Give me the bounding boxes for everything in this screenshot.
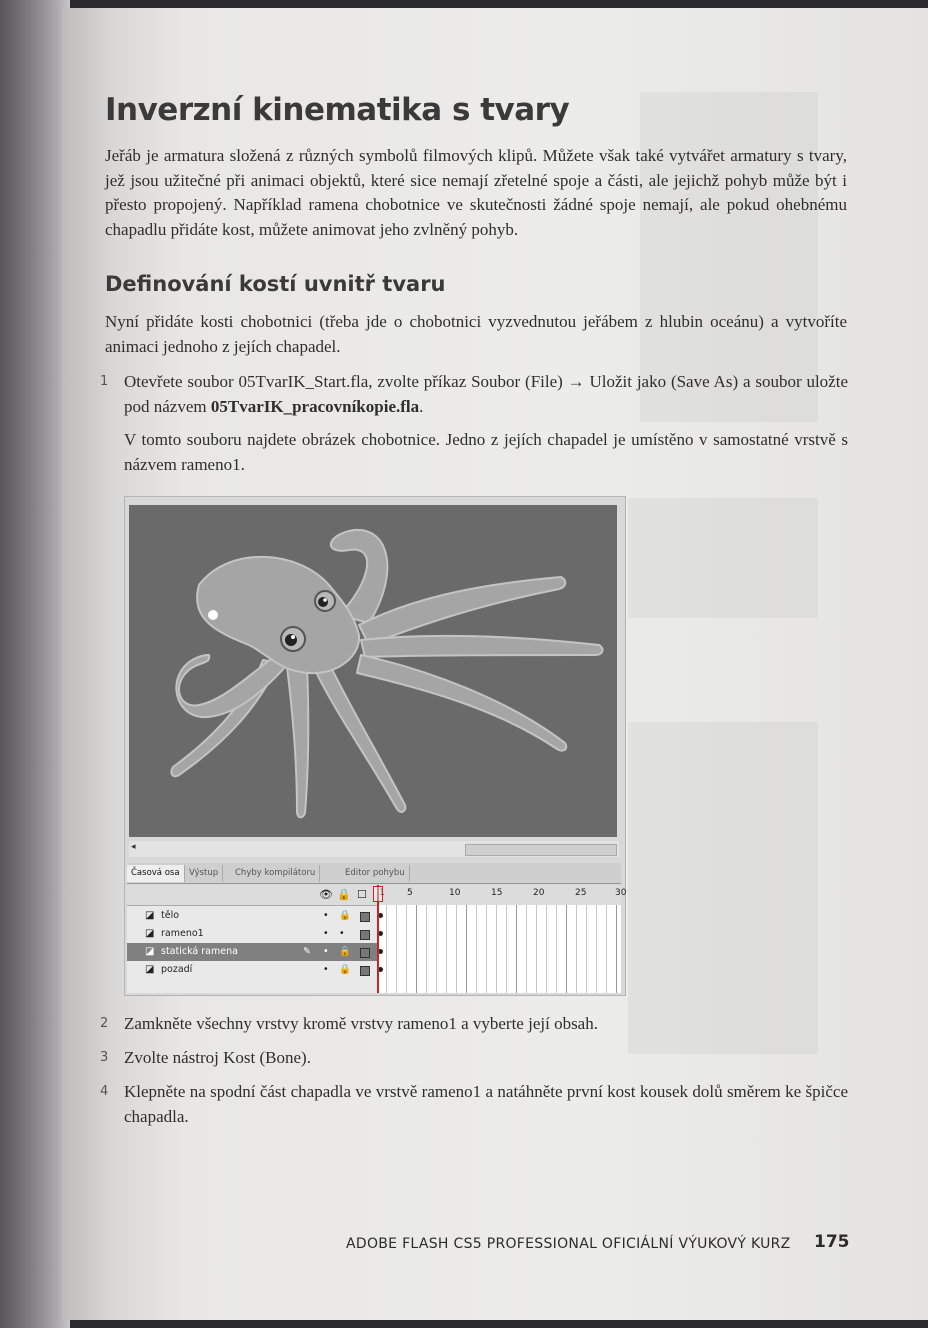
- lock-icon[interactable]: 🔒: [339, 910, 351, 921]
- section-heading: Inverzní kinematika s tvary: [105, 92, 570, 128]
- step-number: 2: [100, 1016, 109, 1031]
- file-name: 05TvarIK_pracovníkopie.fla: [210, 396, 420, 416]
- playhead-handle[interactable]: [373, 886, 383, 902]
- layer-icon: ◪: [145, 928, 155, 939]
- step-text: Zvolte nástroj Kost (Bone).: [124, 1048, 311, 1067]
- octopus-illustration: [129, 505, 617, 837]
- step-number: 3: [100, 1050, 109, 1065]
- layer-name: rameno1: [161, 928, 204, 939]
- layer-name: pozadí: [161, 964, 193, 975]
- scrollbar-thumb[interactable]: [465, 844, 617, 856]
- timeline-panel: [127, 885, 627, 993]
- stage[interactable]: [129, 505, 617, 837]
- layer-name: tělo: [161, 910, 180, 921]
- frame-number: 1: [379, 888, 385, 898]
- book-spine: [0, 0, 70, 1328]
- show-through-figure-2: [628, 498, 818, 618]
- frame-divider: [466, 905, 467, 993]
- lock-icon[interactable]: 🔒: [337, 888, 351, 901]
- frame-number: 20: [533, 888, 545, 898]
- step-text-main: Otevřete soubor 05TvarIK_Start.fla, zvolte příkaz Soubor (File) → Uložit jako (Save As) a soubor uložte pod názvem: [124, 372, 848, 416]
- step-text: V tomto souboru najdete obrázek chobotnice. Jedno z jejích chapadel je umístěno v samostatné vrstvě s názvem rameno1.: [124, 430, 848, 474]
- stage-horizontal-scrollbar[interactable]: [129, 841, 619, 857]
- flash-screenshot: [124, 496, 626, 996]
- step-number: 4: [100, 1084, 109, 1099]
- intro-paragraph: Jeřáb je armatura složená z různých symbolů filmových klipů. Můžete však také vytvářet armatury s tvary, jež jsou užitečné při animaci objektů, které sice nemají zřetelné spoje a části, ale jejichž pohyb může být i přesto propojený. Například ramena chobotnice ve skutečnosti žádné spoje nemají, ale pokud ohebnému chapadlu přidáte kost, můžete animovat jeho zvlněný pohyb.: [105, 146, 847, 239]
- outline-swatch-icon[interactable]: [360, 930, 370, 940]
- panel-tabs: [127, 863, 621, 884]
- eye-icon[interactable]: 👁: [319, 888, 333, 901]
- layer-icon: ◪: [145, 964, 155, 975]
- running-footer: ADOBE FLASH CS5 PROFESSIONAL OFICIÁLNÍ VÝUKOVÝ KURZ: [346, 1236, 791, 1252]
- outline-swatch-icon[interactable]: [360, 912, 370, 922]
- frame-number: 25: [575, 888, 587, 898]
- scroll-left-arrow-icon[interactable]: ◂: [131, 842, 136, 852]
- frame-number: 30: [615, 888, 627, 898]
- frame-number: 5: [407, 888, 413, 898]
- lock-icon[interactable]: 🔒: [339, 946, 351, 957]
- visibility-dot-icon[interactable]: •: [323, 928, 329, 939]
- layer-name: statická ramena: [161, 946, 238, 957]
- layer-icon: ◪: [145, 946, 155, 957]
- pencil-crossed-icon: ✎: [303, 946, 311, 957]
- visibility-dot-icon[interactable]: •: [323, 910, 329, 921]
- tab-motion-editor[interactable]: Editor pohybu: [341, 865, 410, 882]
- step-text: Klepněte na spodní část chapadla ve vrstvě rameno1 a natáhněte první kost kousek dolů směrem ke špičce chapadla.: [124, 1082, 848, 1126]
- tab-output[interactable]: Výstup: [185, 865, 223, 882]
- visibility-dot-icon[interactable]: •: [323, 946, 329, 957]
- frame-divider: [616, 905, 617, 993]
- visibility-dot-icon[interactable]: •: [323, 964, 329, 975]
- frame-number: 15: [491, 888, 503, 898]
- tab-compiler-errors[interactable]: Chyby kompilátoru: [231, 865, 320, 882]
- step-text: Zamkněte všechny vrstvy kromě vrstvy rameno1 a vyberte její obsah.: [124, 1014, 598, 1033]
- subsection-heading: Definování kostí uvnitř tvaru: [105, 272, 446, 296]
- lock-dot-icon[interactable]: •: [339, 928, 345, 939]
- layer-icon: ◪: [145, 910, 155, 921]
- step-text-end: .: [419, 396, 424, 416]
- frame-grid[interactable]: [377, 905, 621, 993]
- outline-swatch-icon[interactable]: [360, 966, 370, 976]
- subsection-intro: Nyní přidáte kosti chobotnici (třeba jde o chobotnici vyzvednutou jeřábem z hlubin oceánu) a vytvoříte animaci jednoho z jejích chapadel.: [105, 312, 847, 356]
- show-through-figure-3: [628, 722, 818, 1054]
- frame-number: 10: [449, 888, 461, 898]
- step-text: [124, 370, 848, 419]
- page-number: 175: [814, 1232, 850, 1252]
- step-number: 1: [100, 374, 109, 389]
- frame-divider: [416, 905, 417, 993]
- lock-icon[interactable]: 🔒: [339, 964, 351, 975]
- outline-swatch-icon[interactable]: [360, 948, 370, 958]
- tab-timeline[interactable]: Časová osa: [127, 865, 185, 882]
- frame-divider: [516, 905, 517, 993]
- frame-divider: [566, 905, 567, 993]
- outline-icon[interactable]: ☐: [357, 888, 367, 901]
